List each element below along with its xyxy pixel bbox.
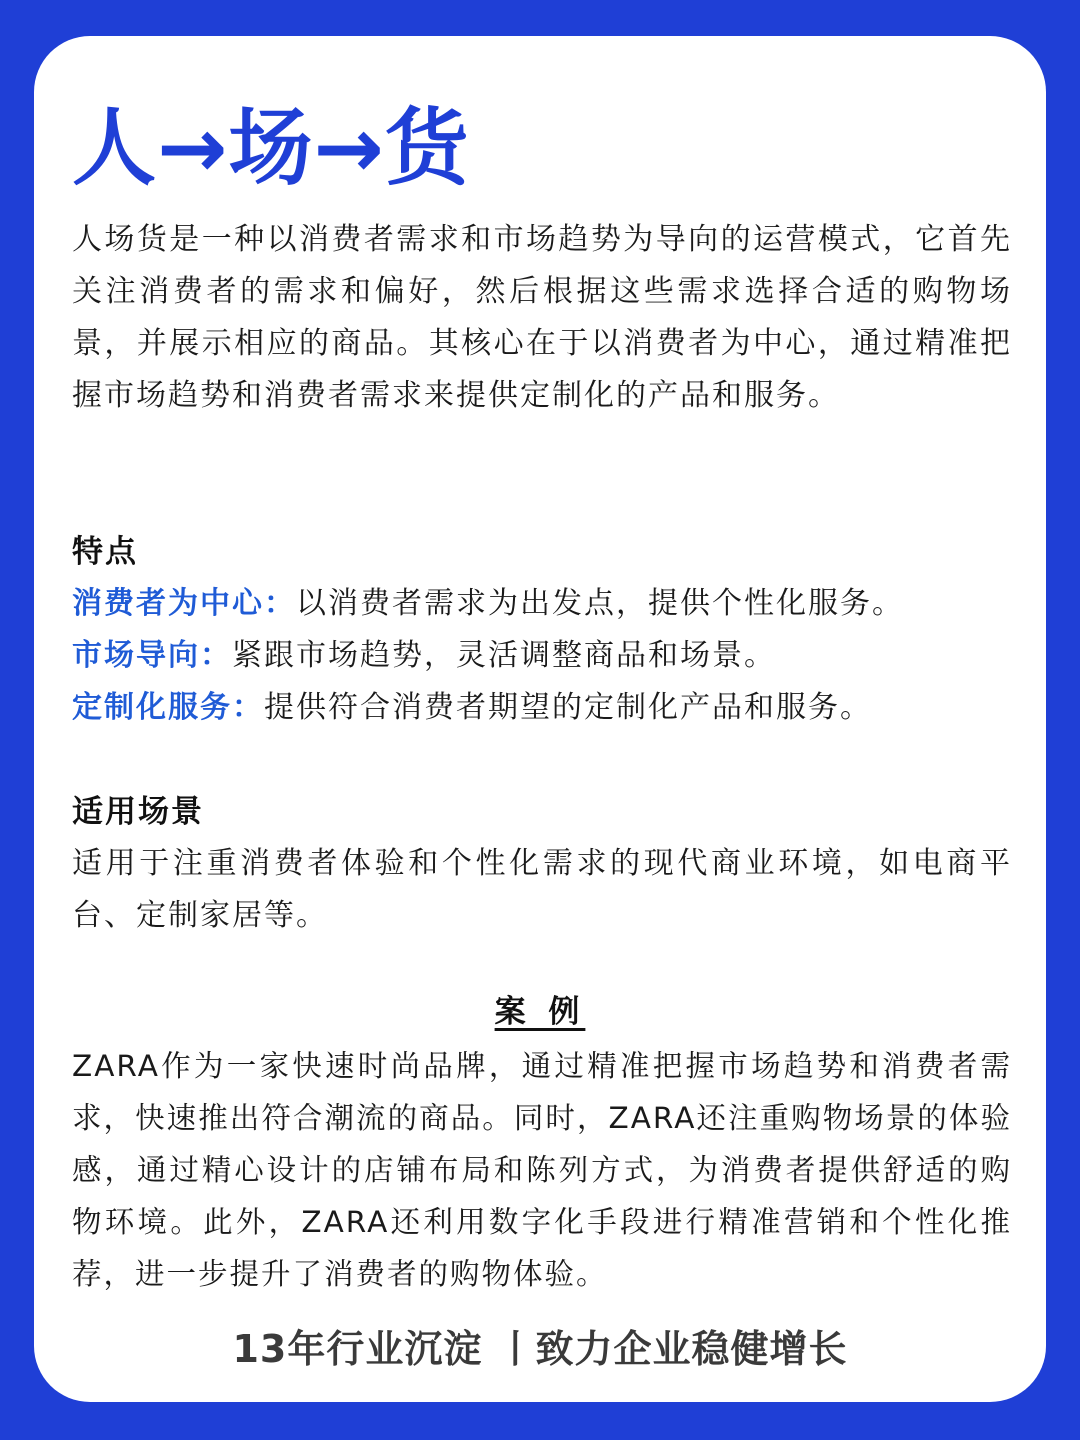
intro-paragraph: 人场货是一种以消费者需求和市场趋势为导向的运营模式，它首先关注消费者的需求和偏好，然后根据这些需求选择合适的购物场景，并展示相应的商品。其核心在于以消费者为中心，通过精准把握市场趋势和消费者需求来提供定制化的产品和服务。 bbox=[72, 222, 1012, 413]
feature-item bbox=[72, 630, 1022, 682]
feature-text: 紧跟市场趋势，灵活调整商品和场景。 bbox=[232, 638, 776, 673]
case-paragraph: ZARA作为一家快速时尚品牌，通过精准把握市场趋势和消费者需求，快速推出符合潮流的商品。同时，ZARA还注重购物场景的体验感，通过精心设计的店铺布局和陈列方式，为消费者提供舒适的购物环境。此外，ZARA还利用数字化手段进行精准营销和个性化推荐，进一步提升了消费者的购物体验。 bbox=[72, 1049, 1012, 1291]
features-heading: 特点 bbox=[72, 534, 138, 570]
feature-label: 消费者为中心： bbox=[72, 586, 296, 621]
feature-item bbox=[72, 578, 1022, 630]
footer-slogan: 13年行业沉淀 丨致力企业稳健增长 bbox=[232, 1327, 848, 1371]
content-card bbox=[34, 36, 1046, 1402]
feature-label: 定制化服务： bbox=[72, 690, 264, 725]
case-heading: 案 例 bbox=[494, 994, 586, 1030]
scenario-heading: 适用场景 bbox=[72, 794, 204, 830]
feature-item bbox=[72, 682, 1022, 734]
feature-text: 以消费者需求为出发点，提供个性化服务。 bbox=[296, 586, 904, 621]
scenario-paragraph: 适用于注重消费者体验和个性化需求的现代商业环境，如电商平台、定制家居等。 bbox=[72, 846, 1012, 933]
feature-text: 提供符合消费者期望的定制化产品和服务。 bbox=[264, 690, 872, 725]
case-heading-wrapper bbox=[34, 984, 1046, 1040]
feature-label: 市场导向： bbox=[72, 638, 232, 673]
features-list bbox=[72, 578, 1022, 734]
page-title: 人→场→货 bbox=[72, 99, 470, 197]
